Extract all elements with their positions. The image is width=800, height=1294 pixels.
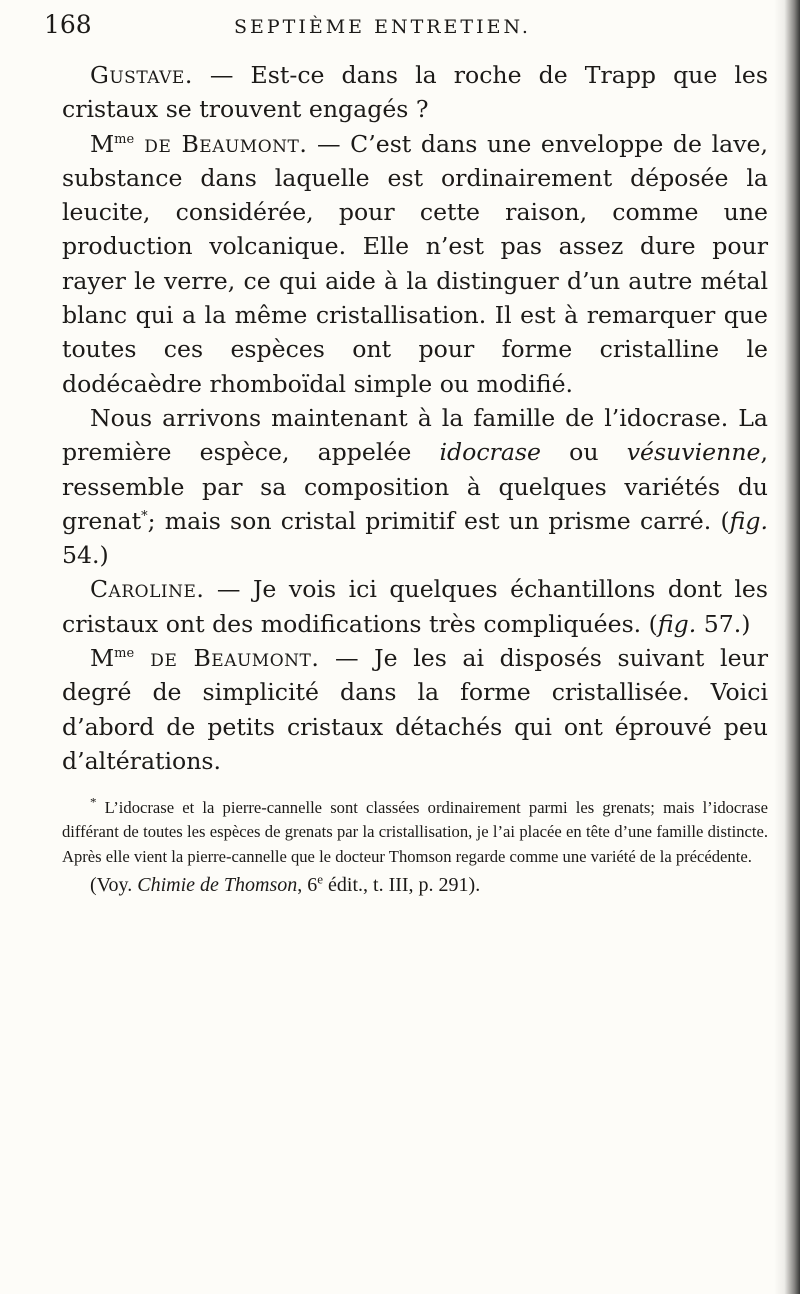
paragraph-text: 57.)	[696, 609, 751, 638]
figure-abbrev: fig.	[729, 506, 768, 535]
paragraph-text: ou	[540, 438, 627, 467]
paragraph-text: — Je vois ici quelques échantillons dont les cristaux ont des modifications très compliquées. (	[62, 575, 768, 638]
footnote-text: L’idocrase et la pierre-cannelle sont classées ordinairement parmi les grenats; mais l’idocrase différant de toutes les espèces de grenats par la cristallisation, je l’ai placée en tête d’une famille distincte. Après elle vient la pierre-cannelle que le docteur Thomson regarde comme une variété de la précédente.	[62, 798, 768, 866]
paragraph-gustave	[62, 58, 768, 127]
footnote-marker: *	[141, 509, 148, 524]
reference-text: édit., t. III, p. 291).	[323, 874, 481, 897]
page-binding-shadow	[774, 0, 800, 1294]
footnote-reference	[62, 873, 768, 897]
edition-sup: e	[317, 871, 324, 887]
reference-text: , 6	[297, 874, 318, 897]
speaker-title: M	[90, 644, 115, 673]
italic-term: vésuvienne	[626, 438, 761, 467]
reference-title: Chimie de Thomson	[137, 874, 298, 897]
paragraph-text: — Je les ai disposés suivant leur degré de simplicité dans la forme cristallisée. Voici d’abord de petits cristaux détachés qui ont éprouvé peu d’altérations.	[62, 644, 769, 775]
speaker-name: de Beaumont.	[134, 644, 320, 673]
italic-term: idocrase	[439, 438, 541, 467]
paragraph-idocrase	[62, 401, 768, 572]
reference-text: (Voy.	[90, 874, 138, 897]
speaker-title-sup: me	[114, 646, 135, 662]
paragraph-beaumont-2	[62, 641, 768, 778]
main-text	[62, 58, 768, 778]
footnote	[62, 796, 768, 869]
speaker-title: M	[90, 129, 115, 158]
paragraph-caroline	[62, 572, 768, 641]
speaker-title-sup: me	[114, 131, 135, 147]
paragraph-text: — Est-ce dans la roche de Trapp que les cristaux se trouvent engagés ?	[62, 61, 768, 124]
speaker-name: Gustave.	[90, 61, 193, 89]
paragraph-text: — C’est dans une enveloppe de lave, substance dans laquelle est ordinairement déposée la leucite, considérée, pour cette raison, comme une production volcanique. Elle n’est pas assez dure pour rayer le verre, ce qui aide à la distinguer d’un autre métal blanc qui a la même cristallisation. Il est à remarquer que toutes ces espèces ont pour forme cristalline le dodécaèdre rhomboïdal simple ou modifié.	[62, 129, 768, 398]
paragraph-text: Nous arrivons maintenant à la famille de l’idocrase. La première espèce, appelée	[62, 403, 768, 467]
footnotes	[62, 796, 768, 898]
paragraph-text: ; mais son cristal primitif est un prisme carré. (	[147, 506, 730, 535]
footnote-marker: *	[90, 794, 97, 810]
speaker-name: de Beaumont.	[134, 129, 308, 158]
figure-abbrev: fig.	[657, 609, 697, 638]
paragraph-beaumont-1	[62, 127, 768, 401]
page-header	[44, 10, 744, 46]
speaker-name: Caroline.	[90, 575, 205, 604]
page-number: 168	[44, 10, 92, 39]
paragraph-text: , ressemble par sa composition à quelques variétés du grenat	[62, 438, 768, 535]
running-head: SEPTIÈME ENTRETIEN.	[234, 16, 531, 38]
paragraph-text: 54.)	[62, 541, 109, 570]
